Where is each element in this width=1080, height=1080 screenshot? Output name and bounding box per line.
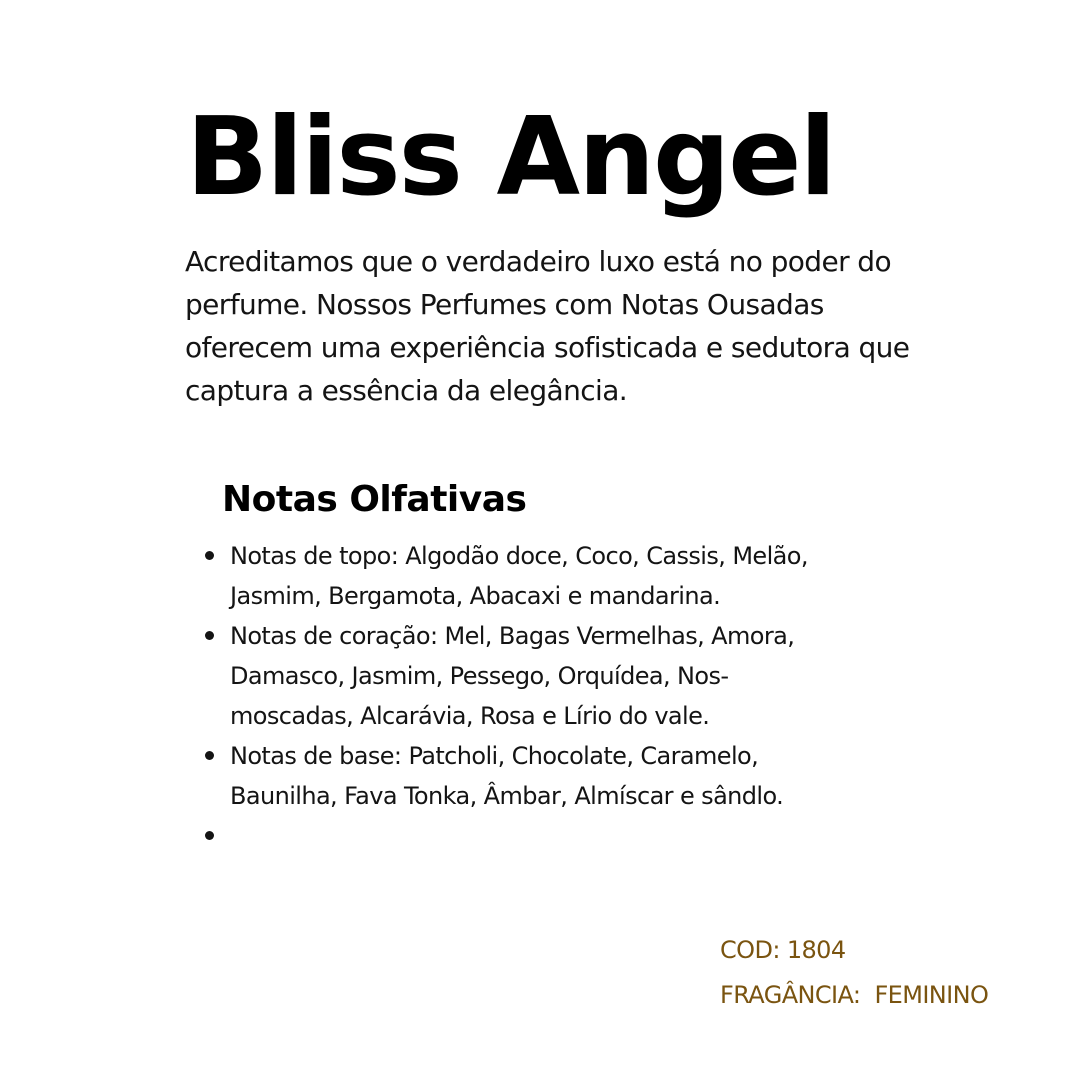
note-empty <box>230 816 830 856</box>
notes-list <box>230 536 830 856</box>
product-title: Bliss Angel <box>186 95 835 220</box>
note-heart: Notas de coração: Mel, Bagas Vermelhas, Amora, Damasco, Jasmim, Pessego, Orquídea, Nos-moscadas, Alcarávia, Rosa e Lírio do vale. <box>230 616 830 736</box>
note-base: Notas de base: Patcholi, Chocolate, Caramelo, Baunilha, Fava Tonka, Âmbar, Almíscar e sândlo. <box>230 736 830 816</box>
product-description: Acreditamos que o verdadeiro luxo está no poder do perfume. Nossos Perfumes com Notas Ousadas oferecem uma experiência sofisticada e sedutora que captura a essência da elegância. <box>185 245 910 407</box>
product-code: COD: 1804 <box>720 936 846 964</box>
notes-heading: Notas Olfativas <box>222 479 527 520</box>
note-top: Notas de topo: Algodão doce, Coco, Cassis, Melão, Jasmim, Bergamota, Abacaxi e mandarina. <box>230 536 830 616</box>
fragrance-type: FRAGÂNCIA: FEMININO <box>720 981 989 1009</box>
